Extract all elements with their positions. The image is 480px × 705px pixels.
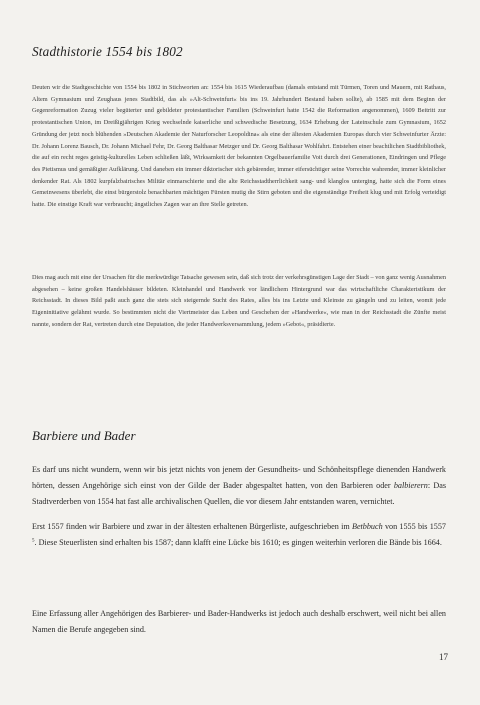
section-title-stadthistorie: Stadthistorie 1554 bis 1802 [32, 44, 183, 59]
italic-term: Betbbuch [351, 522, 383, 531]
section-title-barbiere: Barbiere und Bader [32, 428, 136, 443]
paragraph-barbiere-1 [32, 462, 446, 510]
italic-term: balbierern [393, 481, 428, 490]
page-number: 17 [439, 652, 448, 662]
text-run: . Diese Steuerlisten sind erhalten bis 1587; dann klafft eine Lücke bis 1610; es gingen weiterhin verloren die Bände bis 1664. [34, 538, 442, 547]
text-run: Erst 1557 finden wir Barbiere und zwar in der ältesten erhaltenen Bürgerliste, aufgeschrieben im [32, 522, 352, 531]
paragraph-barbiere-2 [32, 519, 446, 551]
text-run: von 1555 bis 1557 [382, 522, 446, 531]
text-run: : Das Stadtverderben von 1554 hat fast alle archivalischen Quellen, die vor diesem Jahr entstanden waren, vernichtet. [32, 481, 446, 506]
text-run: Es darf uns nicht wundern, wenn wir bis jetzt nichts von jenem der Gesundheits- und Schönheitspflege dienenden Handwerk hörten, dessen Angehörige sich einst von der Gilde der Bader abgespaltet hatten, von den Barbieren oder [32, 465, 446, 490]
paragraph-ursachen: Dies mag auch mit eine der Ursachen für die merkwürdige Tatsache gewesen sein, daß sich trotz der verkehrsgünstigen Lage der Stadt – von ganz wenig Ausnahmen abgesehen – keine großen Handelshäuser bildeten. Kleinhandel und Handwerk vor ländlichem Hintergrund war das wirtschaftliche Charakteristikum der Reichsstadt. In dieses Bild paßt auch ganz die stets sich steigernde Sucht des Rates, alles bis ins Letzte und Kleinste zu gängeln und zu leiten, womit jede Eigeninitiative gelähmt wurde. So bestimmten nicht die Viertmeister das Leben und Geschehen der »Handwerke«, wie man in der Reichsstadt die Zünfte meist nannte, sondern der Rat, vertreten durch eine Deputation, die jeder Handwerksversammlung, jedem »Gebot«, präsidierte. [32, 274, 446, 328]
footnote-marker: 5 [32, 538, 35, 544]
paragraph-barbiere-3: Eine Erfassung aller Angehörigen des Barbierer- und Bader-Handwerks ist jedoch auch deshalb erschwert, weil nicht bei allen Namen die Berufe angegeben sind. [32, 609, 446, 634]
paragraph-stadtgeschichte: Deuten wir die Stadtgeschichte von 1554 bis 1802 in Stichworten an: 1554 bis 1615 Wiederaufbau (damals entstand mit Türmen, Toren und Mauern, mit Rathaus, Altem Gymnasium und Zeughaus jenes Stadtbild, das als »Alt-Schweinfurt« bis ins 19. Jahrhundert Bestand haben sollte), ab 1585 mit dem Beginn der Gegenreformation Zuzug vieler begüterter und gebildeter protestantischer Familien (Schweinfurt hatte 1542 die Reformation angenommen), 1609 Beitritt zur protestantischen Union, im Dreißigjährigen Krieg wechselnde kaiserliche und schwedische Besetzung, 1634 Erhebung der Lateinschule zum Gymnasium, 1652 Gründung der jetzt noch blühenden »Deutschen Akademie der Naturforscher Leopoldina« als eine der ältesten Akademien Europas durch vier Schweinfurter Ärzte: Dr. Johann Lorenz Bausch, Dr. Johann Michael Fehr, Dr. Georg Balthasar Metzger und Dr. Georg Balthasar Wohlfahrt. Entstehen einer beachtlichen Stadtbibliothek, die auf ein recht reges geistig-kulturelles Leben schließen läßt, Wirksamkeit der bekannten Orgelbauerfamilie Voit durch drei Generationen, Eindringen und Pflege des Pietismus und gemäßigter Aufklärung. Und daneben ein immer diktorischer sich gebärender, immer eifersüchtiger seine Vorrechte wahrender, immer kleinlicher denkender Rat. Als 1802 kurpfalzbairisches Militär einmarschierte und die alte Reichsstadtherrlichkeit sang- und klanglos unterging, hatte sich die Form eines Gemeinwesens überlebt, die einst bürgerstolz benachbarten mächtigen Fürsten mutig die Stirn geboten und die eigenständige Freiheit klug und mit Erfolg verteidigt hatte. Die einstige Kraft war verbraucht; ängstliches Zagen war an ihre Stelle getreten. [32, 84, 446, 209]
